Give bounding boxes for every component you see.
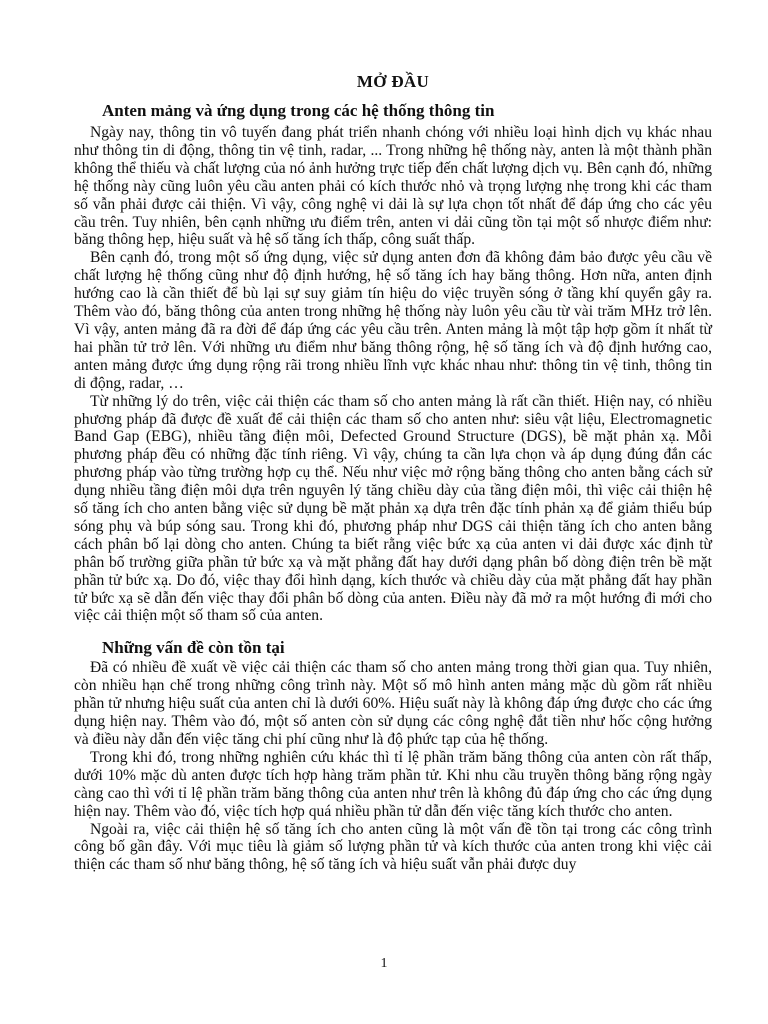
section-heading-open-issues: Những vấn đề còn tồn tại — [102, 638, 285, 658]
page-number: 1 — [380, 956, 388, 971]
section-heading-antenna-arrays: Anten mảng và ứng dụng trong các hệ thống thông tin — [102, 101, 495, 120]
paragraph: Ngày nay, thông tin vô tuyến đang phát triển nhanh chóng với nhiều loại hình dịch vụ khác nhau như thông tin di động, thông tin vệ tinh, radar, ... Trong những hệ thống này, anten là một thành phần không thể thiếu và chất lượng của nó ảnh hưởng trực tiếp đến chất lượng dịch vụ. Bên cạnh đó, những hệ thống này cũng luôn yêu cầu anten phải có kích thước nhỏ và trọng lượng nhẹ trong khi các tham số vẫn phải được cải thiện. Vì vậy, công nghệ vi dải là sự lựa chọn tốt nhất để đáp ứng cho các yêu cầu trên. Tuy nhiên, bên cạnh những ưu điểm trên, anten vi dải cũng tồn tại một số nhược điểm như: băng thông hẹp, hiệu suất và hệ số tăng ích thấp, công suất thấp. — [74, 124, 712, 249]
paragraph: Bên cạnh đó, trong một số ứng dụng, việc sử dụng anten đơn đã không đảm bảo được yêu cầu về chất lượng hệ thống cũng như độ định hướng, hệ số tăng ích hay băng thông. Hơn nữa, anten định hướng cao là cần thiết để bù lại sự suy giảm tín hiệu do việc truyền sóng ở tầng khí quyển gây ra. Thêm vào đó, băng thông của anten trong những hệ thống này luôn yêu cầu từ vài trăm MHz trở lên. Vì vậy, anten mảng đã ra đời để đáp ứng các yêu cầu trên. Anten mảng là một tập hợp gồm ít nhất từ hai phần tử trở lên. Với những ưu điểm như băng thông rộng, hệ số tăng ích và độ định hướng cao, anten mảng được ứng dụng rộng rãi trong nhiều lĩnh vực khác nhau như: thông tin vệ tinh, thông tin di động, radar, … — [74, 249, 712, 392]
paragraph: Ngoài ra, việc cải thiện hệ số tăng ích cho anten cũng là một vấn đề tồn tại trong các công trình công bố gần đây. Với mục tiêu là giảm số lượng phần tử và kích thước của anten trong khi việc cải thiện các tham số như băng thông, hệ số tăng ích và hiệu suất vẫn phải được duy — [74, 820, 712, 874]
paragraph: Đã có nhiều đề xuất về việc cải thiện các tham số cho anten mảng trong thời gian qua. Tuy nhiên, còn nhiều hạn chế trong những công trình này. Một số mô hình anten mảng mặc dù gồm rất nhiều phần tử nhưng hiệu suất của anten chỉ là dưới 60%. Hiệu suất này là không đáp ứng được cho các ứng dụng hiện nay. Thêm vào đó, một số anten còn sử dụng các công nghệ đắt tiền như hốc cộng hưởng và điều này dẫn đến việc tăng chi phí cũng như là độ phức tạp của hệ thống. — [74, 659, 712, 748]
paragraph: Từ những lý do trên, việc cải thiện các tham số cho anten mảng là rất cần thiết. Hiện nay, có nhiều phương pháp đã được đề xuất để cải thiện các tham số cho anten như: siêu vật liệu, Electromagnetic Band Gap (EBG), nhiều tầng điện môi, Defected Ground Structure (DGS), bề mặt phản xạ. Mỗi phương pháp đều có những đặc tính riêng. Vì vậy, chúng ta cần lựa chọn và áp dụng đúng đắn các phương pháp vào từng trường hợp cụ thể. Nếu như việc mở rộng băng thông cho anten bằng cách sử dụng nhiều tầng điện môi dựa trên nguyên lý tăng chiều dày của tầng điện môi, thì việc cải thiện hệ số tăng ích cho anten bằng việc sử dụng bề mặt phản xạ dựa trên đặc tính phản xạ để giảm thiểu búp sóng phụ và búp sóng sau. Trong khi đó, phương pháp như DGS cải thiện tăng ích cho anten bằng cách phân bố lại dòng cho anten. Chúng ta biết rằng việc bức xạ của anten vi dải được xác định từ phân bố trường giữa phần tử bức xạ và mặt phẳng đất hay dưới dạng phân bố dòng điện trên bề mặt phần tử bức xạ. Do đó, việc thay đổi hình dạng, kích thước và chiều dày của mặt phẳng đất hay phần tử bức xạ sẽ dẫn đến việc thay đổi phân bố dòng của anten. Điều này đã mở ra một hướng đi mới cho việc cải thiện một số tham số của anten. — [74, 392, 712, 625]
paragraph: Trong khi đó, trong những nghiên cứu khác thì tỉ lệ phần trăm băng thông của anten còn rất thấp, dưới 10% mặc dù anten được tích hợp hàng trăm phần tử. Khi nhu cầu truyền thông băng rộng ngày càng cao thì với tỉ lệ phần trăm băng thông của anten như trên là không đủ đáp ứng cho các ứng dụng hiện nay. Thêm vào đó, việc tích hợp quá nhiều phần tử dẫn đến việc tăng kích thước cho anten. — [74, 748, 712, 820]
document-title: MỞ ĐẦU — [356, 72, 430, 91]
